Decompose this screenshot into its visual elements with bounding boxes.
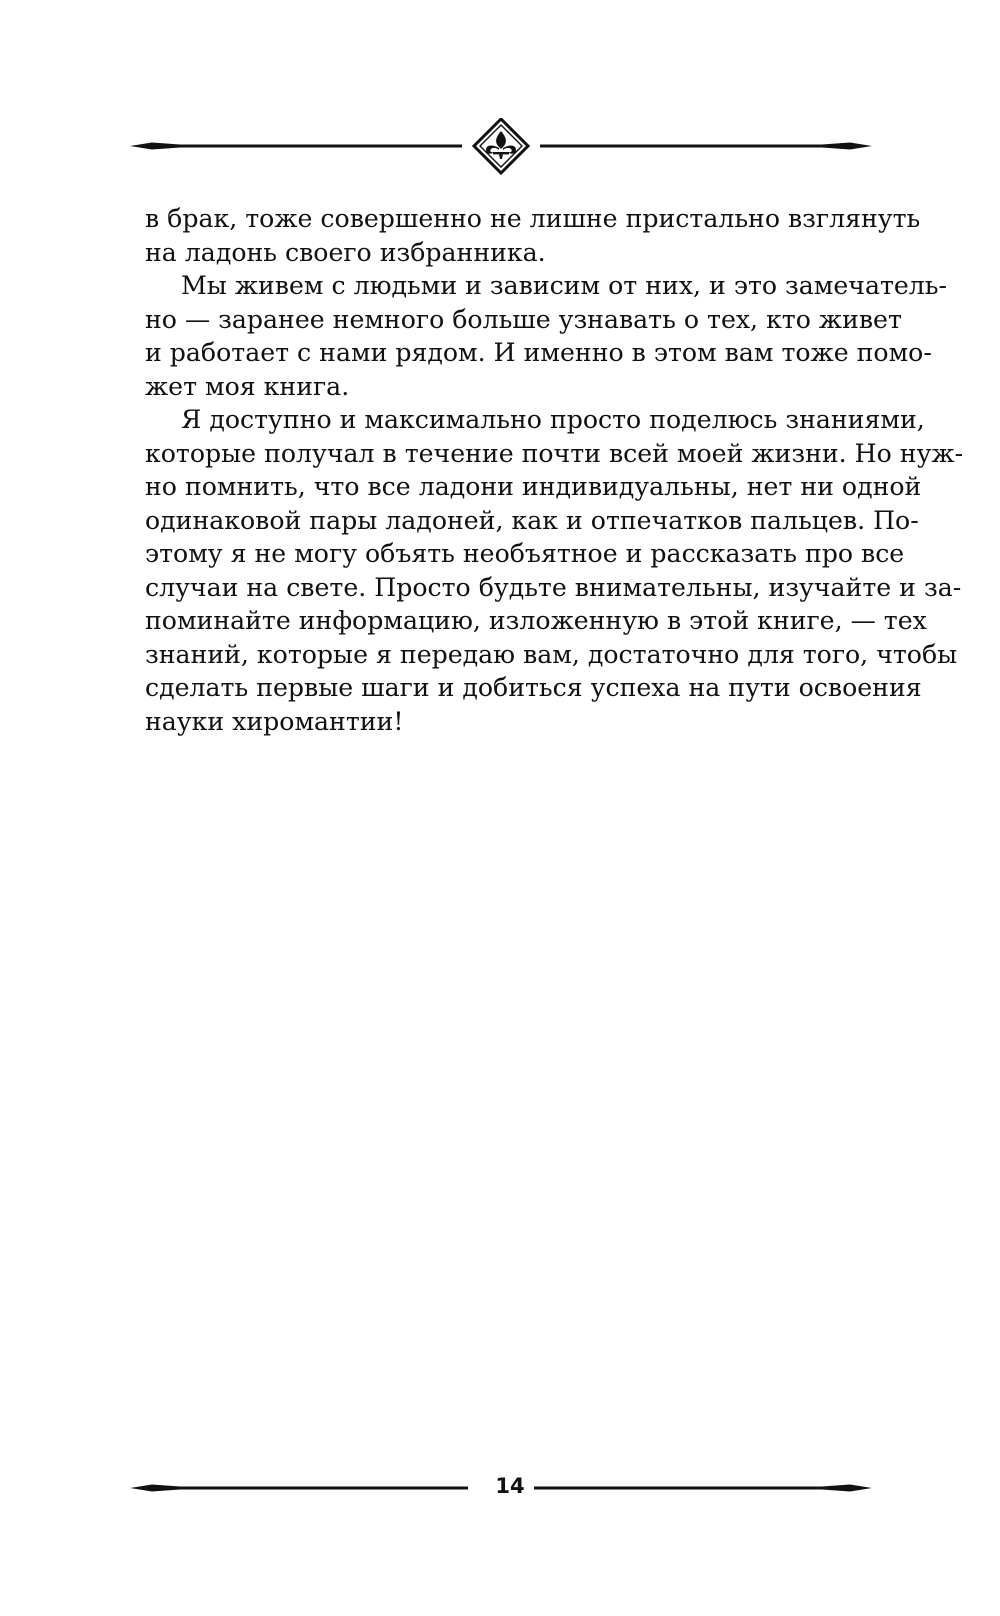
text-line: сделать первые шаги и добиться успеха на пути освоения [145, 673, 922, 702]
text-line: этому я не могу объять необъятное и рассказать про все [145, 539, 905, 568]
text-line: одинаковой пары ладоней, как и отпечатков пальцев. По- [145, 505, 919, 535]
text-line: Мы живем с людьми и зависим от них, и это замечатель- [181, 271, 948, 300]
body-text [145, 202, 964, 738]
text-line: и работает с нами рядом. И именно в этом вам тоже помо- [145, 338, 932, 367]
text-line: знаний, которые я передаю вам, достаточно для того, чтобы [145, 639, 958, 669]
text-line: науки хиромантии! [145, 706, 404, 736]
text-line: в брак, тоже совершенно не лишне пристально взглянуть [145, 204, 921, 233]
text-line: поминайте информацию, изложенную в этой книге, — тех [145, 606, 927, 635]
text-line: которые получал в течение почти всей моей жизни. Но нуж- [145, 438, 964, 468]
text-line: но — заранее немного больше узнавать о тех, кто живет [145, 304, 902, 334]
text-line: случаи на свете. Просто будьте внимательны, изучайте и за- [145, 572, 962, 602]
fleur-de-lis-diamond-icon [474, 119, 528, 173]
text-line: на ладонь своего избранника. [145, 237, 546, 267]
text-line: жет моя книга. [145, 371, 350, 401]
text-line: Я доступно и максимально просто поделюсь знаниями, [181, 405, 925, 434]
page-number: 14 [495, 1474, 525, 1498]
text-line: но помнить, что все ладони индивидуальны, нет ни одной [145, 472, 922, 501]
header-ornament-divider [130, 118, 872, 180]
